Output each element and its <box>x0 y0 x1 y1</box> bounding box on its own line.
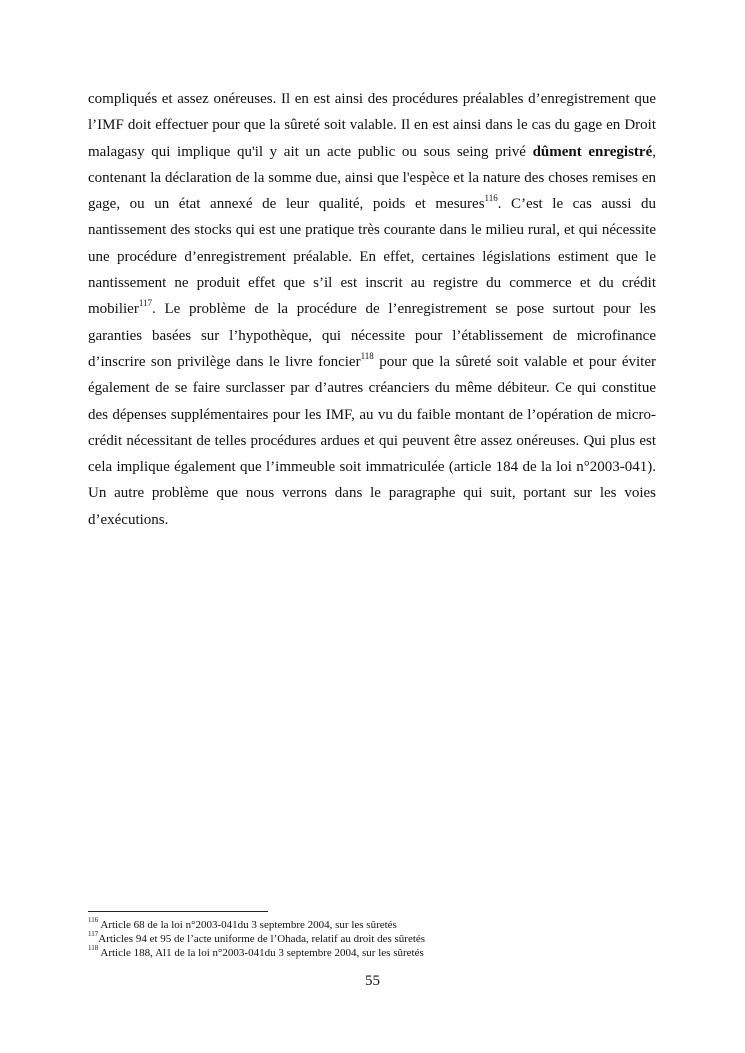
footnote-text: Article 68 de la loi n°2003-041du 3 septembre 2004, sur les sûretés <box>98 919 397 931</box>
text-line: également de se faire surclasser par d’autres créanciers du même débiteur. Ce qui constitue <box>88 380 656 397</box>
footnote-number: 117 <box>88 930 99 939</box>
page-number: 55 <box>365 973 380 989</box>
footnote-118 <box>88 946 656 960</box>
text-segment: gage, ou un état annexé de leur qualité, poids et mesures <box>88 196 485 213</box>
footnote-117 <box>88 932 656 946</box>
footnote-ref-117: 117 <box>138 298 152 309</box>
text-line: d’exécutions. <box>88 511 169 528</box>
text-line: cela implique également que l’immeuble soit immatriculée (article 184 de la loi n°2003-041). <box>88 459 656 476</box>
footnote-number: 116 <box>88 916 99 925</box>
text-line: nantissement ne produit effet que s’il est inscrit au registre du commerce et du crédit <box>88 275 656 292</box>
footnote-116 <box>88 918 656 932</box>
footnotes <box>88 918 656 960</box>
footnote-number: 118 <box>88 944 99 953</box>
bold-emphasis: dûment enregistré <box>532 143 653 160</box>
footnote-text: Article 188, Al1 de la loi n°2003-041du 3 septembre 2004, sur les sûretés <box>98 947 424 959</box>
text-line <box>88 349 656 375</box>
text-line: des dépenses supplémentaires pour les IMF, au vu du faible montant de l’opération de micro- <box>88 406 656 423</box>
text-segment: malagasy qui implique qu'il y ait un acte public ou sous seing privé <box>88 143 533 160</box>
footnote-text: Articles 94 et 95 de l’acte uniforme de l’Ohada, relatif au droit des sûretés <box>98 933 426 945</box>
text-line: garanties basées sur l’hypothèque, qui nécessite pour l’établissement de microfinance <box>88 327 656 344</box>
body-paragraph <box>88 86 656 533</box>
footnote-ref-118: 118 <box>360 350 374 361</box>
footnote-ref-116: 116 <box>484 193 498 204</box>
text-segment: . C’est le cas aussi du <box>497 196 657 213</box>
text-line: une procédure d’enregistrement préalable. En effet, certaines législations estiment que le <box>88 248 656 265</box>
text-segment: . Le problème de la procédure de l’enregistrement se pose surtout pour les <box>152 301 656 318</box>
text-line <box>88 139 656 165</box>
text-segment: d’inscrire son privilège dans le livre foncier <box>88 353 361 370</box>
text-segment: , <box>652 143 656 160</box>
text-line: l’IMF doit effectuer pour que la sûreté soit valable. Il en est ainsi dans le cas du gage en Droit <box>88 117 656 134</box>
text-segment: mobilier <box>88 301 139 318</box>
text-line <box>88 191 656 217</box>
text-line: nantissement des stocks qui est une pratique très courante dans le milieu rural, et qui nécessite <box>88 222 656 239</box>
text-segment: pour que la sûreté soit valable et pour éviter <box>373 353 656 370</box>
text-line: compliqués et assez onéreuses. Il en est ainsi des procédures préalables d’enregistrement que <box>88 91 656 107</box>
text-line <box>88 296 656 322</box>
footnote-separator <box>88 911 268 912</box>
text-line: contenant la déclaration de la somme due, ainsi que l'espèce et la nature des choses remises en <box>88 169 656 186</box>
text-line: crédit nécessitant de telles procédures ardues et qui peuvent être assez onéreuses. Qui plus est <box>88 432 656 449</box>
text-line: Un autre problème que nous verrons dans le paragraphe qui suit, portant sur les voies <box>88 485 656 502</box>
